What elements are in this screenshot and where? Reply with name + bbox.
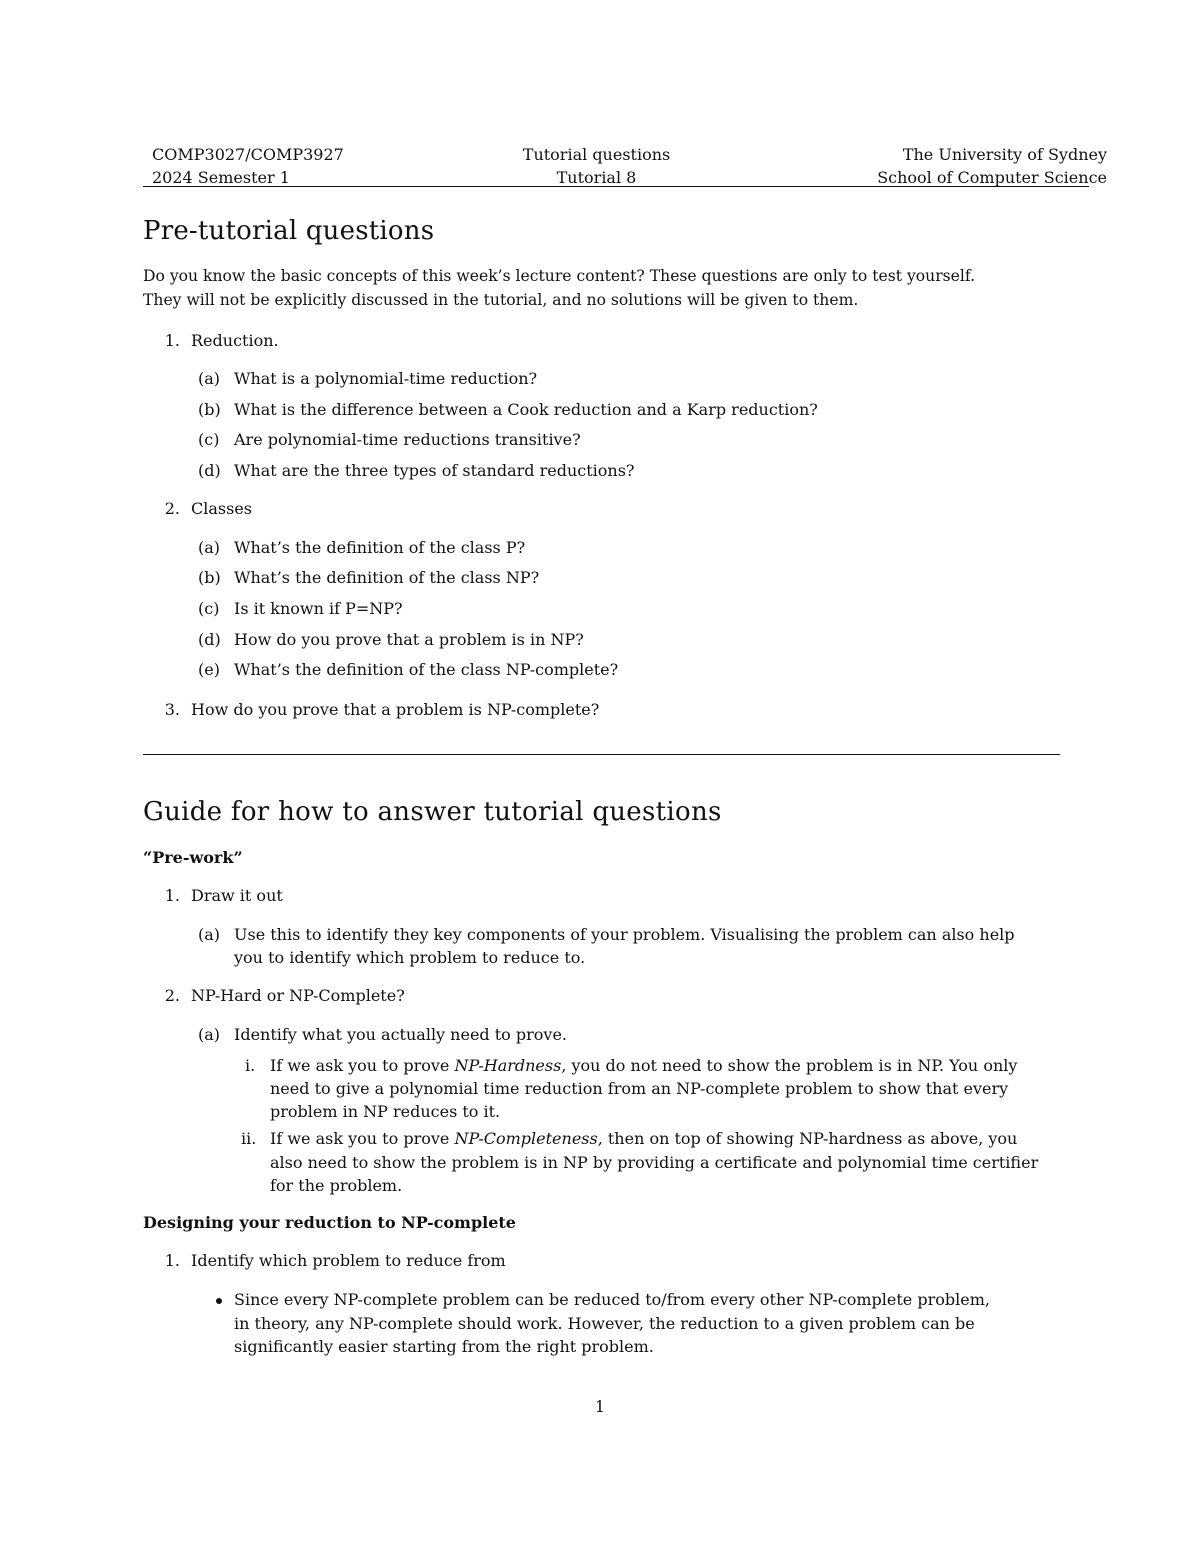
q2-number: 2. xyxy=(164,499,180,518)
step2-subitem-ii-line-1 xyxy=(270,1129,1017,1149)
q2-item-label: (e) xyxy=(198,660,220,679)
q1-item-label: (d) xyxy=(198,461,221,480)
subitem-ii-pre: If we ask you to prove xyxy=(270,1129,455,1148)
q1-number: 1. xyxy=(164,331,180,350)
q1-item-text: What is a polynomial-time reduction? xyxy=(234,369,538,388)
design1-number: 1. xyxy=(164,1251,180,1270)
subitem-i-post: , you do not need to show the problem is in NP. You only xyxy=(561,1056,1018,1075)
design1-bullet-line-1: Since every NP-complete problem can be reduced to/from every other NP-complete problem, xyxy=(234,1290,990,1309)
section-divider xyxy=(143,754,1060,755)
subitem-i-pre: If we ask you to prove xyxy=(270,1056,455,1075)
header-center xyxy=(519,143,674,189)
step2-subitem-ii-label: ii. xyxy=(241,1129,257,1148)
design1-text: Identify which problem to reduce from xyxy=(191,1251,506,1270)
step1-item-line-2: you to identify which problem to reduce to. xyxy=(234,948,586,967)
page-number: 1 xyxy=(594,1397,606,1416)
tutorial-number: Tutorial 8 xyxy=(556,168,637,187)
step2-item-text: Identify what you actually need to prove. xyxy=(234,1025,568,1044)
step2-subitem-i-label: i. xyxy=(245,1056,256,1075)
school-name: School of Computer Science xyxy=(877,168,1107,187)
step1-item-label: (a) xyxy=(198,925,221,944)
step2-text: NP-Hard or NP-Complete? xyxy=(191,986,405,1005)
design1-bullet-line-3: significantly easier starting from the right problem. xyxy=(234,1337,654,1356)
step2-number: 2. xyxy=(164,986,180,1005)
document-type: Tutorial questions xyxy=(522,145,671,164)
designing-heading: Designing your reduction to NP-complete xyxy=(143,1213,516,1232)
bullet-icon xyxy=(216,1298,222,1304)
step1-text: Draw it out xyxy=(191,886,283,905)
running-header xyxy=(152,143,1107,189)
q2-item-label: (d) xyxy=(198,630,221,649)
q2-item-text: What’s the definition of the class NP? xyxy=(234,568,540,587)
step2-subitem-ii-line-3: for the problem. xyxy=(270,1176,403,1195)
university-name: The University of Sydney xyxy=(902,145,1107,164)
pre-tutorial-title: Pre-tutorial questions xyxy=(143,216,435,246)
q2-item-label: (c) xyxy=(198,599,220,618)
q2-item-text: What’s the definition of the class NP-complete? xyxy=(234,660,619,679)
intro-line-2: They will not be explicitly discussed in the tutorial, and no solutions will be given to them. xyxy=(143,291,859,309)
step2-subitem-i-line-2: need to give a polynomial time reduction from an NP-complete problem to show that every xyxy=(270,1079,1009,1098)
step2-subitem-i-line-3: problem in NP reduces to it. xyxy=(270,1102,501,1121)
subitem-ii-post: , then on top of showing NP-hardness as above, you xyxy=(597,1129,1018,1148)
semester: 2024 Semester 1 xyxy=(152,168,290,187)
step2-item-label: (a) xyxy=(198,1025,221,1044)
q2-item-label: (a) xyxy=(198,538,221,557)
q1-item-text: Are polynomial-time reductions transitive? xyxy=(234,430,581,449)
q2-item-label: (b) xyxy=(198,568,221,587)
intro-line-1: Do you know the basic concepts of this week’s lecture content? These questions are only to test yourself. xyxy=(143,267,976,285)
guide-title: Guide for how to answer tutorial questions xyxy=(143,797,722,827)
q2-item-text: Is it known if P=NP? xyxy=(234,599,403,618)
step2-subitem-i-line-1 xyxy=(270,1056,1017,1076)
q1-text: Reduction. xyxy=(191,331,279,350)
prework-heading: “Pre-work” xyxy=(143,848,243,867)
step1-number: 1. xyxy=(164,886,180,905)
q1-item-label: (a) xyxy=(198,369,221,388)
q1-item-text: What are the three types of standard reductions? xyxy=(234,461,635,480)
np-hardness-term: NP-Hardness xyxy=(454,1056,562,1075)
np-completeness-term: NP-Completeness xyxy=(454,1129,598,1148)
q1-item-text: What is the difference between a Cook reduction and a Karp reduction? xyxy=(234,400,818,419)
q1-item-label: (c) xyxy=(198,430,220,449)
step2-subitem-ii-line-2: also need to show the problem is in NP by providing a certificate and polynomial time certifier xyxy=(270,1153,1039,1172)
q1-item-label: (b) xyxy=(198,400,221,419)
course-code: COMP3027/COMP3927 xyxy=(152,145,344,164)
header-right xyxy=(877,143,1107,189)
design1-bullet-line-2: in theory, any NP-complete should work. However, the reduction to a given problem can be xyxy=(234,1314,975,1333)
q3-text: How do you prove that a problem is NP-complete? xyxy=(191,700,600,719)
q2-item-text: What’s the definition of the class P? xyxy=(234,538,526,557)
step1-item-line-1: Use this to identify they key components of your problem. Visualising the problem can also help xyxy=(234,925,1015,944)
q2-text: Classes xyxy=(191,499,252,518)
q3-number: 3. xyxy=(164,700,180,719)
header-left xyxy=(152,143,344,189)
header-rule xyxy=(143,186,1089,187)
q2-item-text: How do you prove that a problem is in NP? xyxy=(234,630,584,649)
